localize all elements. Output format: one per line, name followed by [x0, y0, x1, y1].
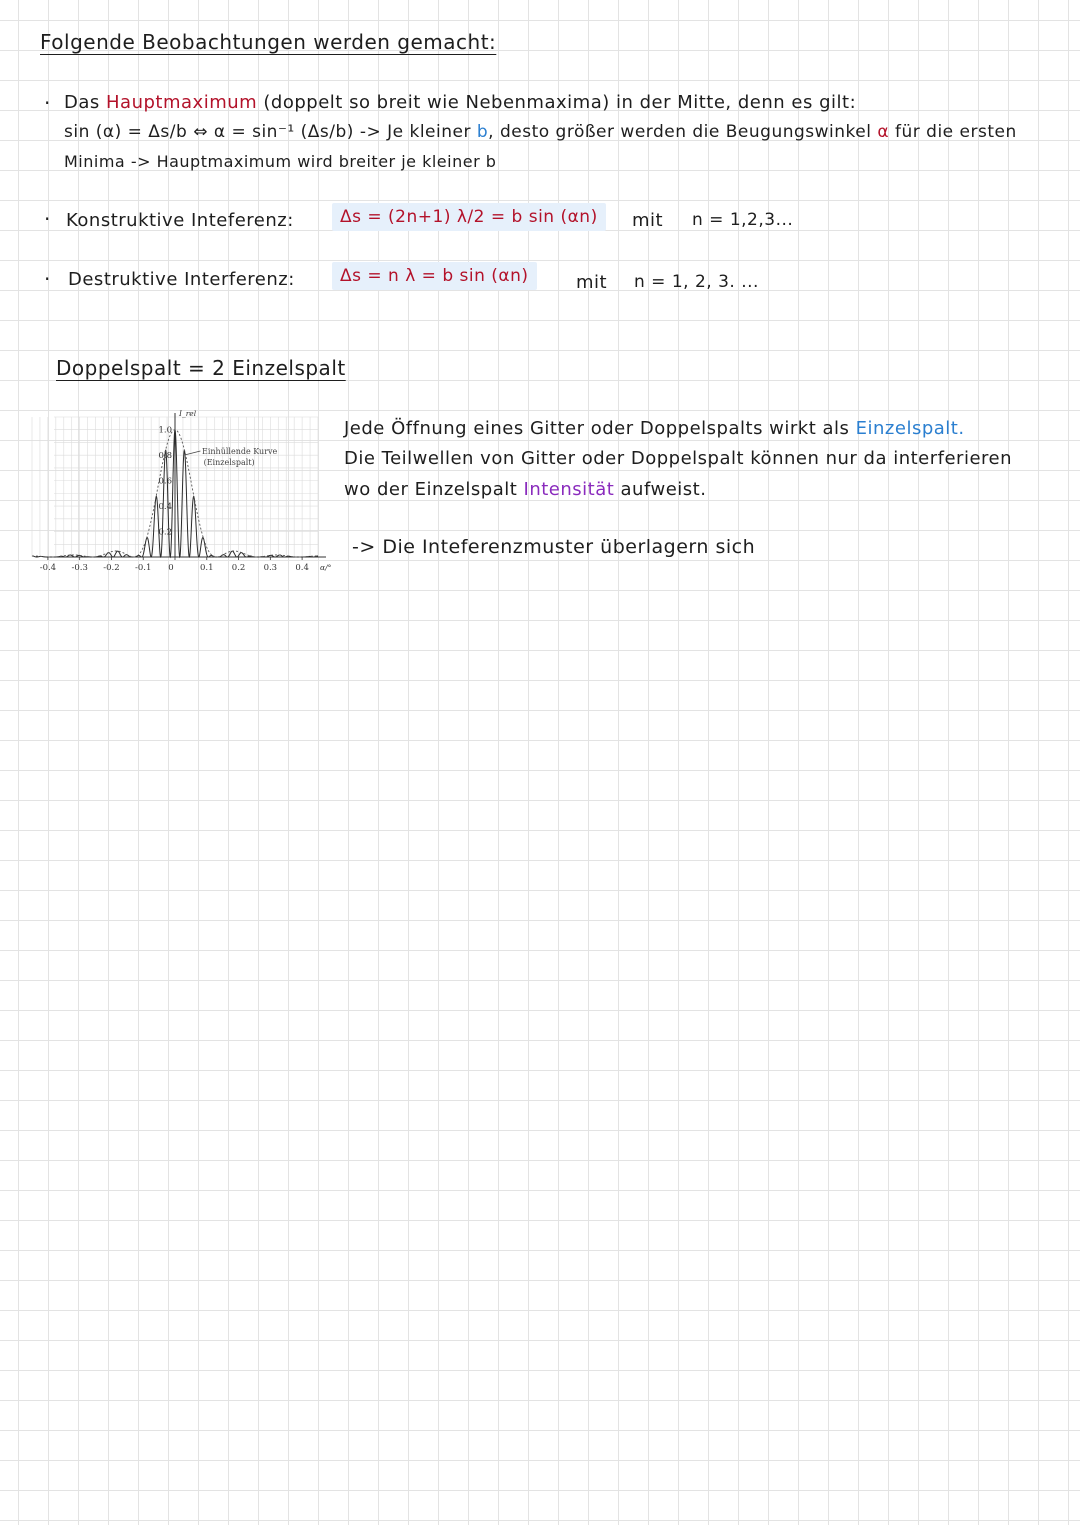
- bullet-1-line-1: [64, 92, 856, 113]
- konstruktive-n: n = 1,2,3...: [692, 210, 794, 230]
- chart-x-tick-label: -0.3: [71, 563, 88, 573]
- bullet-1: ·: [44, 91, 51, 115]
- right-line-3-post: aufweist.: [620, 479, 707, 500]
- right-line-1: [344, 418, 965, 439]
- chart-y-tick-label: 0.2: [158, 527, 172, 538]
- var-alpha: α: [877, 122, 890, 142]
- chart-x-tick-label: -0.1: [135, 563, 152, 573]
- konstruktive-mit: mit: [632, 210, 664, 231]
- doppelspalt-heading: Doppelspalt = 2 Einzelspalt: [56, 356, 346, 380]
- chart-x-axis-label: α/°: [320, 563, 332, 572]
- sin-formula: sin (α) = Δs/b ⇔ α = sin⁻¹ (Δs/b) -> Je kleiner: [64, 122, 471, 142]
- page-heading: Folgende Beobachtungen werden gemacht:: [40, 30, 497, 54]
- chart-y-tick-label: 0.4: [158, 502, 172, 513]
- conclusion-arrow: -> Die Inteferenzmuster überlagern sich: [352, 536, 756, 558]
- chart-y-tick-label: 0.8: [158, 451, 172, 462]
- right-line-3-pre: wo der Einzelspalt: [344, 479, 518, 500]
- chart-y-tick-label: 0.6: [158, 476, 172, 487]
- destruktive-label: Destruktive Interferenz:: [68, 269, 295, 290]
- right-line-3: [344, 479, 706, 500]
- intensitaet-term: Intensität: [523, 479, 615, 500]
- destruktive-formula: Δs = n λ = b sin (αn): [332, 262, 537, 290]
- bullet-1-line-2: [64, 122, 1017, 142]
- bullet-1-line-2-end: für die ersten: [895, 122, 1017, 142]
- hauptmaximum-term: Hauptmaximum: [106, 92, 258, 113]
- bullet-1-line-2-rest: , desto größer werden die Beugungswinkel: [488, 122, 872, 142]
- konstruktive-label: Konstruktive Inteferenz:: [66, 210, 294, 231]
- interference-chart: [39, 405, 336, 585]
- right-line-2: Die Teilwellen von Gitter oder Doppelspalt können nur da interferieren: [344, 448, 1013, 469]
- chart-x-tick-label: 0.4: [295, 563, 309, 573]
- var-b: b: [476, 122, 489, 142]
- bullet-2: ·: [44, 207, 51, 231]
- bullet-3: ·: [44, 267, 51, 291]
- bullet-1-prefix: Das: [64, 92, 100, 113]
- chart-x-tick-label: 0.3: [263, 563, 278, 573]
- chart-x-tick-label: 0: [168, 563, 174, 573]
- chart-x-tick-label: -0.2: [103, 563, 120, 573]
- chart-annotation: Einhüllende Kurve: [202, 447, 278, 456]
- chart-x-tick-label: -0.4: [39, 563, 57, 573]
- chart-annotation-arrow: [185, 451, 201, 455]
- chart-x-tick-label: 0.1: [200, 563, 214, 573]
- chart-y-axis-label: I_rel: [179, 409, 197, 418]
- bullet-1-rest: (doppelt so breit wie Nebenmaxima) in der Mitte, denn es gilt:: [263, 92, 857, 113]
- chart-y-tick-label: 1.0: [158, 425, 172, 436]
- destruktive-n: n = 1, 2, 3. ...: [634, 272, 759, 292]
- bullet-1-line-3: Minima -> Hauptmaximum wird breiter je kleiner b: [64, 152, 497, 171]
- chart-annotation: (Einzelspalt): [203, 458, 255, 467]
- right-line-1-text: Jede Öffnung eines Gitter oder Doppelspalts wirkt als: [344, 418, 850, 439]
- chart-x-tick-label: 0.2: [231, 563, 246, 573]
- einzelspalt-term: Einzelspalt.: [855, 418, 965, 439]
- destruktive-mit: mit: [576, 272, 608, 293]
- konstruktive-formula: Δs = (2n+1) λ/2 = b sin (αn): [332, 203, 606, 231]
